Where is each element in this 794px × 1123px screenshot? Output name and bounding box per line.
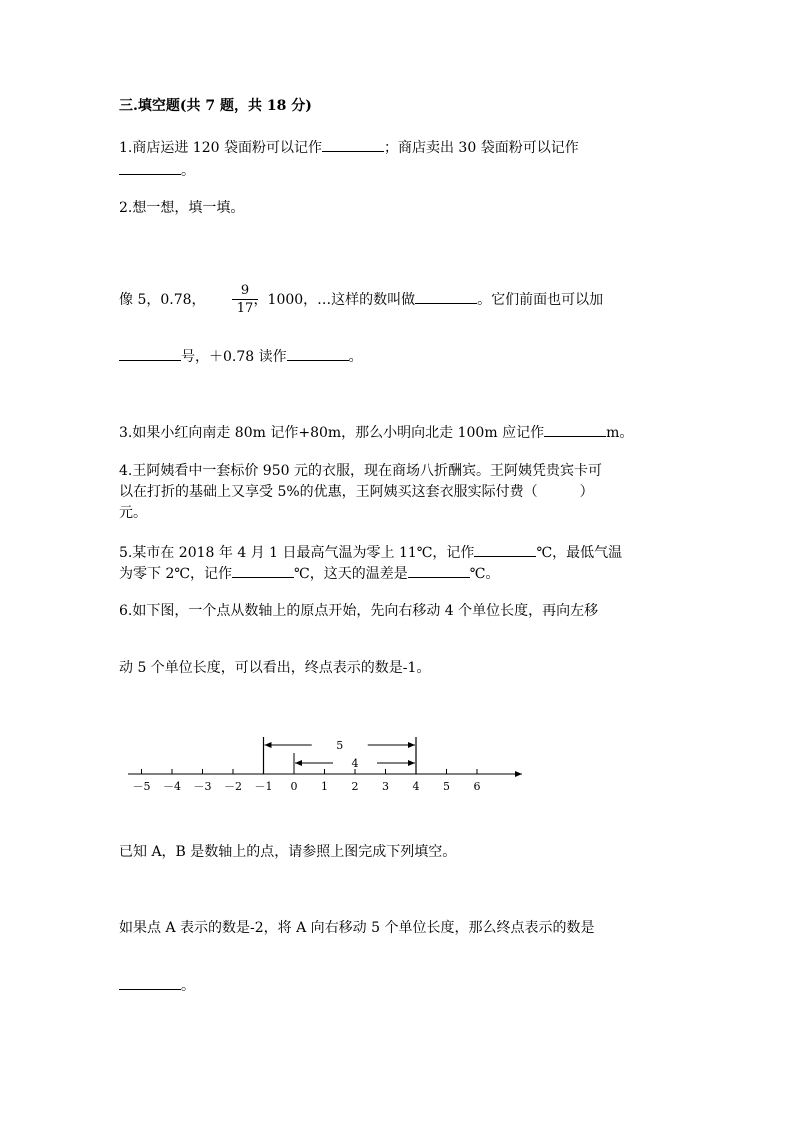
answer-blank[interactable] <box>119 346 181 361</box>
tick-label: 3 <box>382 780 389 793</box>
number-line-diagram <box>120 733 540 803</box>
question-5-line2 <box>119 563 499 584</box>
q5-text-b: ℃，最低气温 <box>536 545 623 561</box>
q1-text-end: 。 <box>181 163 195 179</box>
tick-label: 2 <box>351 780 359 793</box>
answer-blank[interactable] <box>322 137 384 152</box>
q2-text-e: 。 <box>348 349 363 365</box>
question-2-title: 2.想一想，填一填。 <box>119 200 245 216</box>
question-4-line2: 以在打折的基础上又享受 5%的优惠，王阿姨买这套衣服实际付费（ ） <box>119 484 594 500</box>
question-6-line4: 如果点 A 表示的数是-2，将 A 向右移动 5 个单位长度，那么终点表示的数是 <box>119 920 595 936</box>
tick-label: 4 <box>412 780 420 793</box>
question-5-line1 <box>119 542 622 563</box>
q5-text-a: 5.某市在 2018 年 4 月 1 日最高气温为零上 11℃，记作 <box>119 545 475 561</box>
tick-label: 5 <box>443 780 450 793</box>
move-left-label: 5 <box>336 739 344 752</box>
q3-text-a: 3.如果小红向南走 80m 记作+80m，那么小明向北走 100m 应记作 <box>119 425 545 441</box>
q6-text-end: 。 <box>181 978 195 994</box>
q5-text-c: 为零下 2℃，记作 <box>119 566 233 582</box>
q2-text-a: 像 5，0.78， <box>119 292 206 308</box>
answer-blank[interactable] <box>544 422 606 437</box>
question-4-line3: 元。 <box>119 505 147 521</box>
move-right-label: 4 <box>351 757 359 770</box>
q1-text-a: 1.商店运进 120 袋面粉可以记作 <box>119 140 322 156</box>
q3-text-b: m。 <box>606 425 634 441</box>
question-2-line1 <box>119 289 603 310</box>
question-2-line2 <box>119 346 363 367</box>
question-1 <box>119 137 579 158</box>
tick-label: 6 <box>473 780 481 793</box>
answer-blank[interactable] <box>232 563 294 578</box>
question-6-line2: 动 5 个单位长度，可以看出，终点表示的数是-1。 <box>119 660 431 676</box>
number-line-ticks <box>133 769 481 793</box>
question-1-line2 <box>119 160 195 181</box>
q2-text-b: ，1000，…这样的数叫做 <box>253 292 416 308</box>
answer-blank[interactable] <box>474 542 536 557</box>
answer-blank[interactable] <box>287 346 349 361</box>
section-title: 三.填空题(共 7 题，共 18 分) <box>119 98 312 114</box>
tick-label: 1 <box>321 780 328 793</box>
q2-text-c: 。它们前面也可以加 <box>477 292 604 308</box>
answer-blank[interactable] <box>119 975 181 990</box>
fraction <box>232 283 258 316</box>
number-line-moves <box>264 737 417 774</box>
tick-label: －5 <box>132 780 151 793</box>
question-4-line1: 4.王阿姨看中一套标价 950 元的衣服，现在商场八折酬宾。王阿姨凭贵宾卡可 <box>119 463 602 479</box>
tick-label: 0 <box>290 780 298 793</box>
q1-text-b: ；商店卖出 30 袋面粉可以记作 <box>383 140 579 156</box>
question-6-line1: 6.如下图，一个点从数轴上的原点开始，先向右移动 4 个单位长度，再向左移 <box>119 603 599 619</box>
answer-blank[interactable] <box>408 563 470 578</box>
q2-text-d: 号，＋0.78 读作 <box>181 349 287 365</box>
q5-text-d: ℃，这天的温差是 <box>294 566 408 582</box>
tick-label: －2 <box>224 780 242 793</box>
answer-blank[interactable] <box>119 160 181 175</box>
answer-blank[interactable] <box>415 289 477 304</box>
fraction-denominator: 17 <box>236 301 254 316</box>
q5-text-e: ℃。 <box>469 566 500 582</box>
question-3 <box>119 422 633 443</box>
question-6-line5 <box>119 975 195 996</box>
fraction-numerator: 9 <box>240 283 250 298</box>
question-6-line3: 已知 A，B 是数轴上的点，请参照上图完成下列填空。 <box>119 844 457 860</box>
tick-label: －4 <box>163 780 181 793</box>
tick-label: －1 <box>254 780 273 793</box>
fraction-bar <box>232 299 258 300</box>
tick-label: －3 <box>193 780 212 793</box>
